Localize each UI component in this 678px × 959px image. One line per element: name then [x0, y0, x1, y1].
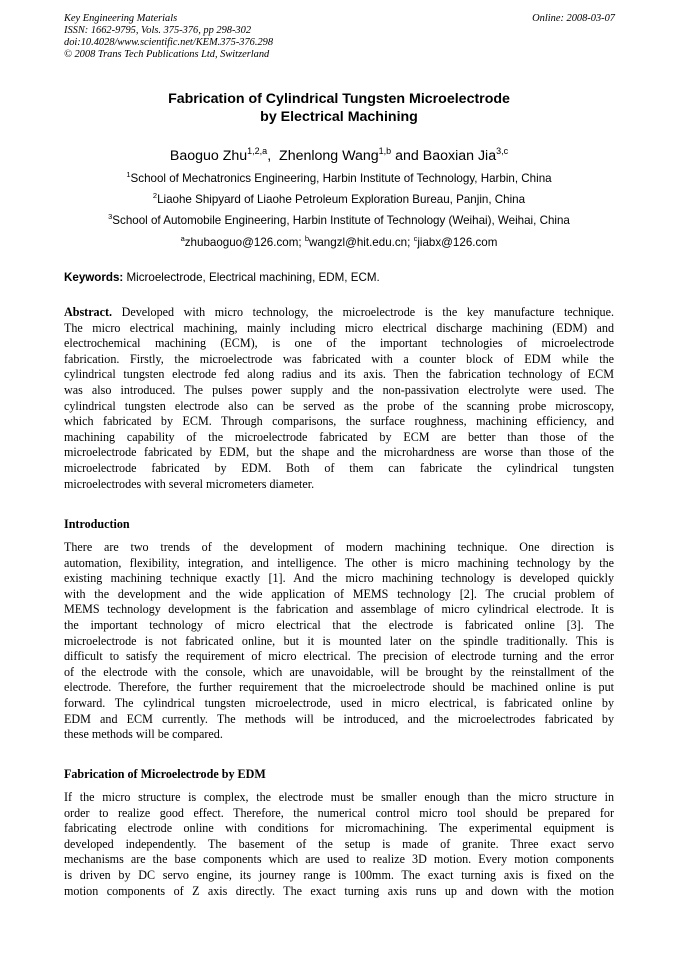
affiliation-text: School of Mechatronics Engineering, Harbin Institute of Technology, Harbin, China	[130, 172, 552, 185]
keywords	[64, 271, 380, 285]
email-address: wangzl@hit.edu.cn;	[308, 236, 414, 249]
body-line: If the micro structure is complex, the electrode must be smaller enough than the micro structure in	[64, 790, 614, 804]
body-line: electrode. Therefore, the further requirement that the microelectrode should be machined online is put	[64, 680, 614, 695]
author-name: Baoguo Zhu	[169, 148, 248, 164]
body-line: There are two trends of the development of modern machining technique. One direction is	[64, 540, 614, 554]
abstract-label: Abstract.	[64, 305, 113, 319]
abstract-line: cylindrical tungsten electrode also can be served as the probe of the scanning probe microscopy,	[64, 398, 614, 413]
body-line: fabricating electrode online with conditions for micromachining. The experimental equipment is	[64, 821, 614, 836]
affiliation	[20, 214, 658, 228]
affiliation-sup: 1	[126, 170, 131, 179]
body-line: mechanisms are the base components which are used to realize 3D motion. Every motion components	[64, 852, 614, 867]
abstract-line: was also introduced. The pulses power supply and the non-passivation electrolyte were used. The	[64, 382, 614, 397]
abstract-line: machining capability of the microelectrode fabricated by ECM are better than those of the	[64, 429, 614, 444]
abstract-line: which fabricated by ECM. Through comparisons, the surface roughness, machining efficiency, and	[64, 414, 614, 429]
body-line: existing machining technique exactly [1]. And the micro machining technology is developed quickly	[64, 571, 614, 586]
issn-line: ISSN: 1662-9795, Vols. 375-376, pp 298-302	[64, 25, 252, 36]
author-name: Zhenlong Wang	[279, 148, 379, 164]
affiliation-text: School of Automobile Engineering, Harbin Institute of Technology (Weihai), Weihai, China	[112, 214, 570, 227]
abstract-line: fabrication. Firstly, the microelectrode was fabricated with a counter block of EDM while the	[64, 351, 614, 366]
section-heading-edm: Fabrication of Microelectrode by EDM	[64, 767, 266, 781]
email-address: jiabx@126.com	[417, 236, 498, 249]
author-list	[40, 147, 638, 165]
section-heading-introduction: Introduction	[64, 517, 130, 531]
body-line: EDM and ECM currently. The methods will be introduced, and the microelectrodes fabricated by	[64, 711, 614, 726]
author-name: Baoxian Jia	[422, 148, 497, 164]
edm-section-body	[64, 790, 614, 899]
body-line: order to realize good effect. Therefore, the numerical control micro tool should be prepared for	[64, 805, 614, 820]
email-line	[20, 236, 658, 250]
author-sup: 3,c	[496, 146, 509, 156]
email-address: zhubaoguo@126.com;	[184, 236, 305, 249]
body-line: MEMS technology development is the fabrication and assemblage of micro cylindrical electrode. It is	[64, 602, 614, 617]
doi-line: doi:10.4028/www.scientific.net/KEM.375-376.298	[64, 37, 274, 48]
keywords-label: Keywords:	[64, 271, 124, 284]
paper-title	[40, 90, 638, 126]
author-separator: ,	[267, 148, 280, 164]
abstract	[64, 305, 614, 492]
body-line: developed independently. The basement of the setup is made of granite. Three exact servo	[64, 836, 614, 851]
body-line: automation, flexibility, integration, and intelligence. The other is micro machining technology by the	[64, 555, 614, 570]
abstract-line: microelectrode fabricated by EDM. Both of them can fabricate the cylindrical tungsten	[64, 460, 614, 475]
email-sup: b	[304, 234, 309, 243]
abstract-line: The micro electrical machining, mainly including micro electrical discharge machining (EDM) and	[64, 320, 614, 335]
author-separator: and	[391, 148, 423, 164]
body-line: the important technology of micro electrical that the electrode is fabricated online [3]. The	[64, 617, 614, 632]
body-line: is driven by DC servo engine, its journey range is 100mm. The exact turning axis is fixed on the	[64, 867, 614, 882]
body-line: these methods will be compared.	[64, 727, 223, 742]
title-line-1: Fabrication of Cylindrical Tungsten Microelectrode	[168, 91, 510, 107]
journal-name: Key Engineering Materials	[64, 13, 178, 24]
email-sup: c	[413, 234, 418, 243]
body-line: with the development and the wide application of MEMS technology [2]. The crucial problem of	[64, 586, 614, 601]
abstract-line-text: Developed with micro technology, the microelectrode is the key manufacture technique.	[112, 305, 614, 319]
affiliation-sup: 3	[108, 212, 113, 221]
affiliation-text: Liaohe Shipyard of Liaohe Petroleum Exploration Bureau, Panjin, China	[157, 193, 526, 206]
online-date: Online: 2008-03-07	[532, 13, 615, 24]
body-line: microelectrode is not fabricated online, but it is mounted later on the spindle traditionally. This is	[64, 633, 614, 648]
email-sup: a	[180, 234, 185, 243]
journal-header	[64, 13, 273, 61]
affiliation-sup: 2	[152, 191, 158, 200]
author-sup: 1,2,a	[247, 146, 268, 156]
body-line: forward. The cylindrical tungsten microelectrode, used in micro electrical, is fabricated online by	[64, 695, 614, 710]
affiliation	[20, 172, 658, 186]
affiliation	[20, 193, 658, 207]
title-line-2: by Electrical Machining	[260, 109, 418, 125]
keywords-text: Microelectrode, Electrical machining, EDM, ECM.	[123, 271, 380, 284]
introduction-body	[64, 540, 614, 743]
abstract-line: microelectrode fabricated by EDM, but the shape and the microhardness are worse than those of the	[64, 445, 614, 460]
abstract-line: electrochemical machining (ECM), is one of the important technologies of microelectrode	[64, 336, 614, 351]
abstract-line	[64, 305, 614, 321]
abstract-line: microelectrodes with several micrometers diameter.	[64, 476, 315, 491]
body-line: difficult to satisfy the requirement of micro electrical. The precision of electrode turning and the error	[64, 649, 614, 664]
author-sup: 1,b	[378, 146, 392, 156]
copyright-line: © 2008 Trans Tech Publications Ltd, Switzerland	[64, 49, 270, 60]
abstract-line: cylindrical tungsten electrode fed along radius and its axis. Then the fabrication technology of ECM	[64, 367, 614, 382]
body-line: motion components of Z axis directly. The exact turning axis runs up and down with the motion	[64, 883, 614, 898]
body-line: of the electrode with the console, which are unavoidable, will be brought by the reinstallment of the	[64, 664, 614, 679]
